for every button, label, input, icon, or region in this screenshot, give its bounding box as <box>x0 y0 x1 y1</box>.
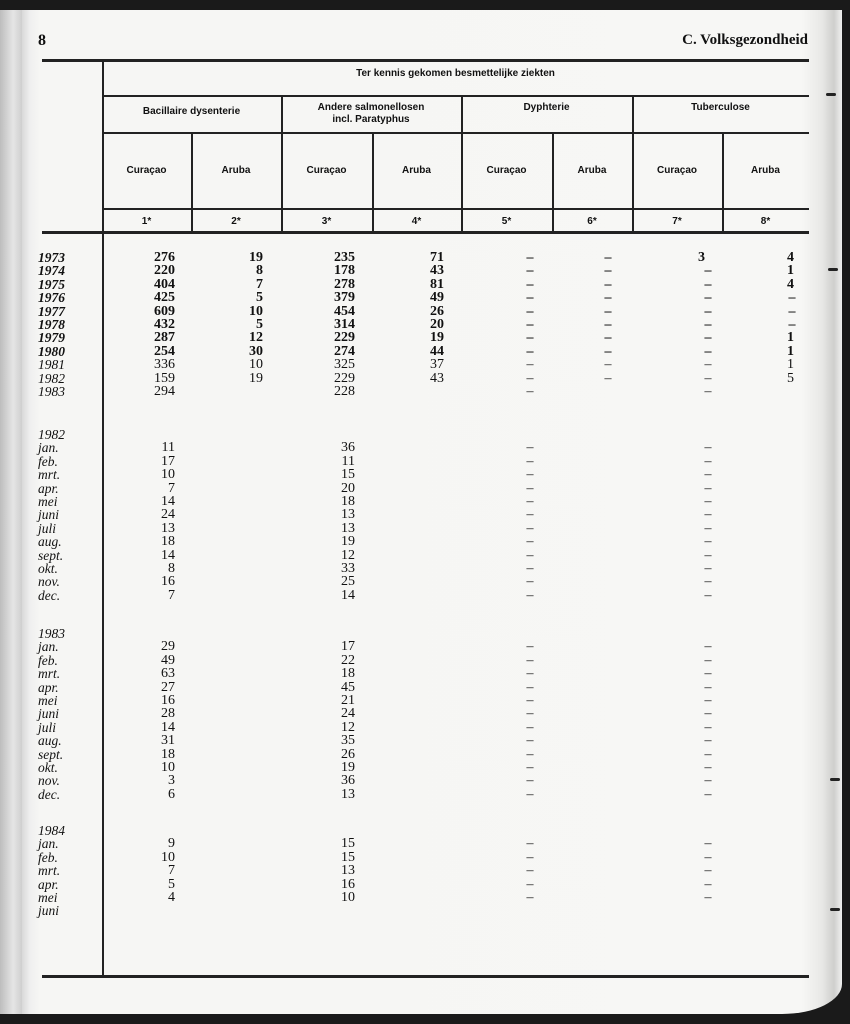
row-label: 1977 <box>38 303 65 319</box>
table-cell: 454 <box>334 303 355 319</box>
table-cell: – <box>788 290 796 306</box>
table-cell: 1 <box>787 357 794 373</box>
table-cell: – <box>526 290 534 306</box>
table-cell: 12 <box>249 330 263 346</box>
table-bottom-rule <box>42 975 809 978</box>
group-header-salmonellosen: Andere salmonellosen incl. Paratyphus <box>317 102 425 125</box>
table-cell: – <box>526 547 534 563</box>
row-label: 1976 <box>38 290 65 306</box>
table-cell: 14 <box>341 587 355 603</box>
table-super-header: Ter kennis gekomen besmettelijke ziekten <box>356 68 555 79</box>
table-cell: 404 <box>154 276 175 292</box>
row-label: mrt. <box>38 863 61 879</box>
table-cell: 12 <box>341 719 355 735</box>
row-label: 1973 <box>38 250 65 265</box>
table-cell: – <box>704 467 712 483</box>
row-label: apr. <box>38 876 59 892</box>
table-cell: 13 <box>341 507 355 523</box>
table-cell: – <box>704 343 712 359</box>
table-cell: 26 <box>430 303 444 319</box>
table-cell: 13 <box>341 863 355 879</box>
table-cell: 6 <box>168 786 175 802</box>
table-cell: 9 <box>168 836 175 852</box>
binder-mark <box>830 778 840 781</box>
table-cell: 12 <box>341 547 355 563</box>
table-cell: 254 <box>154 343 175 359</box>
table-cell: 229 <box>334 330 355 346</box>
table-cell: 3 <box>698 250 705 265</box>
table-cell: 10 <box>249 303 263 319</box>
table-cell: – <box>704 706 712 722</box>
col-number-4: 4* <box>411 216 422 227</box>
table-cell: 19 <box>341 760 355 775</box>
table-cell: – <box>704 290 712 306</box>
table-cell: – <box>604 357 612 373</box>
table-cell: – <box>526 890 534 905</box>
table-cell: 7 <box>168 863 175 879</box>
table-cell: – <box>526 520 534 536</box>
table-cell: – <box>604 330 612 346</box>
table-cell: – <box>526 453 534 469</box>
table-cell: – <box>526 786 534 802</box>
table-cell: – <box>604 290 612 306</box>
table-cell: – <box>604 303 612 319</box>
table-cell: – <box>704 520 712 536</box>
table-cell: – <box>526 836 534 852</box>
table-cell: 425 <box>154 290 175 306</box>
table-cell: 11 <box>341 453 355 469</box>
row-label: juli <box>38 520 57 536</box>
table-cell: 19 <box>249 250 263 265</box>
table-cell: 276 <box>154 250 175 265</box>
table-cell: 1 <box>787 330 794 346</box>
table-cell: – <box>704 666 712 682</box>
table-cell: 15 <box>341 836 355 852</box>
row-label: mrt. <box>38 467 61 483</box>
table-cell: 13 <box>341 520 355 536</box>
table-cell: – <box>704 693 712 708</box>
table-cell: 18 <box>161 746 175 762</box>
table-cell: 27 <box>161 679 175 695</box>
table-cell: 220 <box>154 263 175 279</box>
table-cell: – <box>704 440 712 456</box>
table-cell: 10 <box>161 760 175 775</box>
table-cell: 278 <box>334 276 355 292</box>
row-label: 1983 <box>38 384 65 399</box>
table-cell: 26 <box>341 746 355 762</box>
table-cell: – <box>704 876 712 892</box>
group-divider <box>632 95 634 233</box>
col-number-1: 1* <box>141 216 152 227</box>
row-label: aug. <box>38 534 62 550</box>
table-cell: 17 <box>161 453 175 469</box>
table-cell: – <box>526 330 534 346</box>
table-cell: 63 <box>161 666 175 682</box>
col-header-2: Aruba <box>221 165 251 176</box>
table-cell: 15 <box>341 467 355 483</box>
row-label: dec. <box>38 786 61 802</box>
row-label: nov. <box>38 773 60 789</box>
table-cell: – <box>704 733 712 749</box>
table-cell: 7 <box>168 480 175 496</box>
row-label: juli <box>38 719 57 735</box>
table-cell: 33 <box>341 561 355 576</box>
col-header-6: Aruba <box>577 165 607 176</box>
table-cell: 1 <box>787 343 794 359</box>
row-label: 1982 <box>38 427 65 442</box>
table-cell: – <box>526 507 534 523</box>
table-cell: – <box>604 317 612 332</box>
row-label: okt. <box>38 760 58 775</box>
table-cell: – <box>704 786 712 802</box>
table-cell: – <box>704 263 712 279</box>
table-cell: – <box>526 746 534 762</box>
table-cell: – <box>526 773 534 789</box>
row-label: 1979 <box>38 330 65 346</box>
table-cell: 379 <box>334 290 355 306</box>
table-cell: 28 <box>161 706 175 722</box>
row-label: mei <box>38 890 58 905</box>
table-cell: – <box>526 652 534 668</box>
table-cell: 159 <box>154 370 175 386</box>
table-cell: 336 <box>154 357 175 373</box>
table-cell: 325 <box>334 357 355 373</box>
table-cell: – <box>526 384 534 399</box>
row-label: feb. <box>38 652 58 668</box>
table-cell: – <box>704 303 712 319</box>
table-cell: 15 <box>341 849 355 865</box>
table-cell: – <box>788 303 796 319</box>
table-cell: – <box>604 343 612 359</box>
table-cell: 20 <box>341 480 355 496</box>
table-cell: – <box>704 561 712 576</box>
table-cell: 294 <box>154 384 175 399</box>
table-cell: – <box>704 587 712 603</box>
table-cell: – <box>526 303 534 319</box>
table-cell: 44 <box>430 343 444 359</box>
table-cell: 8 <box>168 561 175 576</box>
table-cell: 49 <box>430 290 444 306</box>
table-cell: 229 <box>334 370 355 386</box>
table-cell: – <box>526 587 534 603</box>
table-cell: – <box>604 276 612 292</box>
table-cell: – <box>526 467 534 483</box>
table-cell: – <box>604 370 612 386</box>
table-cell: – <box>526 494 534 509</box>
table-cell: 16 <box>341 876 355 892</box>
table-cell: – <box>704 890 712 905</box>
table-cell: 274 <box>334 343 355 359</box>
row-label: 1981 <box>38 357 65 373</box>
table-cell: 3 <box>168 773 175 789</box>
table-cell: – <box>704 276 712 292</box>
table-cell: 14 <box>161 547 175 563</box>
table-cell: 49 <box>161 652 175 668</box>
table-cell: 432 <box>154 317 175 332</box>
row-label: jan. <box>38 836 59 852</box>
table-cell: – <box>704 849 712 865</box>
table-cell: 19 <box>341 534 355 550</box>
table-cell: 4 <box>787 276 794 292</box>
table-cell: 18 <box>341 666 355 682</box>
row-label: jan. <box>38 440 59 456</box>
table-cell: 1 <box>787 263 794 279</box>
header-rule-3 <box>102 208 809 210</box>
table-cell: – <box>526 370 534 386</box>
table-cell: – <box>704 746 712 762</box>
table-cell: – <box>704 679 712 695</box>
table-cell: – <box>704 370 712 386</box>
table-cell: – <box>526 343 534 359</box>
table-cell: – <box>526 849 534 865</box>
table-cell: 20 <box>430 317 444 332</box>
table-cell: – <box>704 836 712 852</box>
table-cell: 18 <box>161 534 175 550</box>
header-rule-2 <box>102 132 809 134</box>
table-cell: 14 <box>161 494 175 509</box>
table-cell: – <box>704 330 712 346</box>
table-top-rule <box>42 59 809 62</box>
table-cell: 43 <box>430 263 444 279</box>
table-cell: – <box>526 263 534 279</box>
book-page-edge <box>0 10 22 1014</box>
table-cell: 21 <box>341 693 355 708</box>
col-number-8: 8* <box>760 216 771 227</box>
table-cell: 609 <box>154 303 175 319</box>
table-cell: – <box>704 760 712 775</box>
table-cell: – <box>704 494 712 509</box>
chapter-title: C. Volksgezondheid <box>682 32 808 48</box>
group-header-dysenterie: Bacillaire dysenterie <box>142 106 241 117</box>
table-cell: 29 <box>161 639 175 655</box>
table-cell: 5 <box>787 370 794 386</box>
table-cell: – <box>526 317 534 332</box>
col-number-3: 3* <box>321 216 332 227</box>
table-cell: 24 <box>341 706 355 722</box>
page-number: 8 <box>38 32 46 49</box>
table-cell: – <box>526 357 534 373</box>
row-label: mei <box>38 693 58 708</box>
table-cell: 4 <box>168 890 175 905</box>
table-cell: – <box>526 876 534 892</box>
table-cell: 228 <box>334 384 355 399</box>
col-number-6: 6* <box>587 216 597 227</box>
row-label: mrt. <box>38 666 61 682</box>
table-cell: – <box>704 863 712 879</box>
row-label: aug. <box>38 733 62 749</box>
table-cell: – <box>526 760 534 775</box>
table-cell: 17 <box>341 639 355 655</box>
table-cell: 5 <box>256 290 263 306</box>
table-cell: – <box>704 652 712 668</box>
row-label: sept. <box>38 547 64 563</box>
group-header-dyphterie: Dyphterie <box>523 102 570 113</box>
table-cell: 13 <box>341 786 355 802</box>
table-cell: 16 <box>161 693 175 708</box>
table-cell: 81 <box>430 276 444 292</box>
table-cell: 178 <box>334 263 355 279</box>
row-label: 1982 <box>38 370 65 386</box>
binder-mark <box>830 908 840 911</box>
table-cell: – <box>526 666 534 682</box>
table-cell: 287 <box>154 330 175 346</box>
table-cell: – <box>704 719 712 735</box>
row-label: apr. <box>38 480 59 496</box>
table-cell: 10 <box>161 849 175 865</box>
group-divider <box>461 95 463 233</box>
table-cell: 11 <box>161 440 175 456</box>
table-cell: – <box>704 574 712 590</box>
table-cell: 19 <box>249 370 263 386</box>
table-cell: 37 <box>430 357 444 373</box>
table-cell: 4 <box>787 250 794 265</box>
table-cell: – <box>704 384 712 399</box>
table-cell: 10 <box>249 357 263 373</box>
row-label: okt. <box>38 561 58 576</box>
table-cell: 35 <box>341 733 355 749</box>
table-cell: – <box>526 561 534 576</box>
table-cell: 36 <box>341 440 355 456</box>
table-cell: 5 <box>168 876 175 892</box>
table-cell: 14 <box>161 719 175 735</box>
row-label: 1983 <box>38 626 65 641</box>
row-label: juni <box>38 903 60 919</box>
table-cell: – <box>526 639 534 655</box>
table-cell: – <box>526 534 534 550</box>
table-cell: 36 <box>341 773 355 789</box>
table-cell: – <box>526 276 534 292</box>
table-cell: – <box>526 863 534 879</box>
table-cell: – <box>704 507 712 523</box>
table-cell: 235 <box>334 250 355 265</box>
table-cell: – <box>526 250 534 265</box>
table-cell: 31 <box>161 733 175 749</box>
row-label: mei <box>38 494 58 509</box>
table-cell: 71 <box>430 250 444 265</box>
row-label: nov. <box>38 574 60 590</box>
row-label: feb. <box>38 453 58 469</box>
row-label: feb. <box>38 849 58 865</box>
table-cell: 10 <box>161 467 175 483</box>
header-bottom-rule <box>42 231 809 234</box>
row-label: 1980 <box>38 343 65 359</box>
col-header-7: Curaçao <box>656 165 697 176</box>
table-cell: 19 <box>430 330 444 346</box>
col-header-8: Aruba <box>751 165 780 176</box>
table-cell: – <box>704 317 712 332</box>
table-cell: – <box>704 453 712 469</box>
table-cell: 8 <box>256 263 263 279</box>
binder-mark <box>826 93 836 96</box>
row-label: apr. <box>38 679 59 695</box>
table-cell: – <box>526 574 534 590</box>
table-cell: – <box>704 534 712 550</box>
group-header-tuberculose: Tuberculose <box>691 102 750 113</box>
table-cell: – <box>526 679 534 695</box>
table-cell: – <box>704 639 712 655</box>
col-number-2: 2* <box>231 216 241 227</box>
table-cell: 10 <box>341 890 355 905</box>
table-cell: 7 <box>168 587 175 603</box>
row-label: juni <box>38 706 60 722</box>
table-cell: – <box>604 250 612 265</box>
table-cell: 314 <box>334 317 355 332</box>
table-cell: – <box>604 263 612 279</box>
table-cell: 25 <box>341 574 355 590</box>
table-cell: 22 <box>341 652 355 668</box>
table-cell: – <box>526 733 534 749</box>
table-cell: – <box>704 547 712 563</box>
table-cell: – <box>704 480 712 496</box>
table-cell: – <box>526 693 534 708</box>
table-cell: – <box>526 480 534 496</box>
row-label: dec. <box>38 587 61 603</box>
table-cell: 43 <box>430 370 444 386</box>
col-number-5: 5* <box>501 216 512 227</box>
table-cell: – <box>526 719 534 735</box>
stub-divider <box>102 59 104 977</box>
row-label: 1984 <box>38 823 65 838</box>
row-label: 1974 <box>38 263 65 279</box>
table-cell: 13 <box>161 520 175 536</box>
row-label: 1978 <box>38 317 65 332</box>
header-rule-1 <box>102 95 809 97</box>
table-cell: 5 <box>256 317 263 332</box>
row-label: sept. <box>38 746 64 762</box>
table-cell: – <box>526 440 534 456</box>
table-cell: 24 <box>161 507 175 523</box>
table-cell: – <box>704 773 712 789</box>
col-header-1: Curaçao <box>126 165 167 176</box>
col-header-5: Curaçao <box>486 165 527 176</box>
table-cell: – <box>526 706 534 722</box>
row-label: jan. <box>38 639 59 655</box>
table-cell: 18 <box>341 494 355 509</box>
table-cell: – <box>704 357 712 373</box>
row-label: 1975 <box>38 276 65 292</box>
col-header-4: Aruba <box>402 165 431 176</box>
table-cell: 16 <box>161 574 175 590</box>
table-cell: 45 <box>341 679 355 695</box>
table-cell: 30 <box>249 343 263 359</box>
col-header-3: Curaçao <box>306 165 347 176</box>
table-cell: – <box>788 317 796 332</box>
table-cell: 7 <box>256 276 263 292</box>
binder-mark <box>828 268 838 271</box>
col-number-7: 7* <box>672 216 682 227</box>
row-label: juni <box>38 507 60 523</box>
